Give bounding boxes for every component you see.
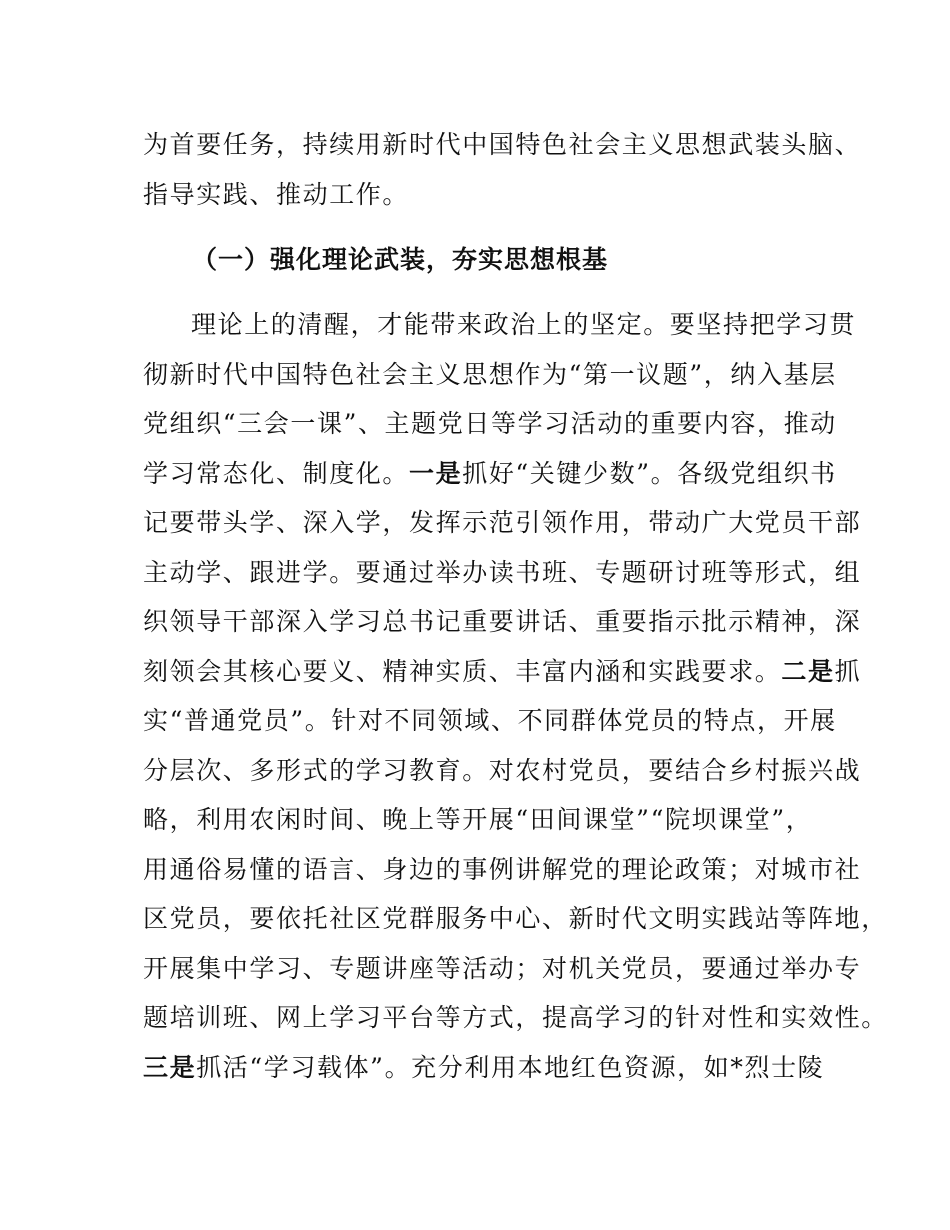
section-heading: （一）强化理论武装，夯实思想根基: [192, 245, 609, 274]
body-paragraph: [143, 300, 888, 1092]
text-run: 学习常态化、制度化。: [143, 458, 410, 488]
text-line: 题培训班、网上学习平台等方式，提高学习的针对性和实效性。: [143, 1003, 888, 1032]
text-line: [143, 1043, 833, 1093]
bold-marker: 三是: [143, 1052, 197, 1082]
text-line: 织领导干部深入学习总书记重要讲话、重要指示批示精神，深: [143, 607, 862, 636]
paragraph-continuation: [143, 120, 862, 219]
text-line: 党组织“三会一课”、主题党日等学习活动的重要内容，推动: [143, 409, 837, 438]
text-run: 抓: [834, 656, 862, 686]
text-line: 彻新时代中国特色社会主义思想作为“第一议题”，纳入基层: [143, 359, 837, 389]
text-line: 实“普通党员”。针对不同领域、不同群体党员的特点，开展: [143, 706, 837, 735]
text-line: 分层次、多形式的学习教育。对农村党员，要结合乡村振兴战: [143, 755, 862, 785]
text-run: 抓好“关键少数”。各级党组织书: [462, 458, 837, 488]
text-line: [143, 449, 837, 499]
text-run: 抓活“学习载体”。充分利用本地红色资源，如*烈士陵: [196, 1052, 825, 1082]
text-line: 用通俗易懂的语言、身边的事例讲解党的理论政策；对城市社: [143, 854, 862, 884]
text-line: 指导实践、推动工作。: [143, 179, 410, 209]
text-line: 略，利用农闲时间、晚上等开展“田间课堂”“院坝课堂”，: [143, 805, 813, 834]
text-line: [143, 647, 862, 697]
text-line: 区党员，要依托社区党群服务中心、新时代文明实践站等阵地，: [143, 904, 888, 933]
bold-marker: 一是: [409, 458, 463, 488]
text-run: 刻领会其核心要义、精神实质、丰富内涵和实践要求。: [143, 656, 782, 686]
text-line: 理论上的清醒，才能带来政治上的坚定。要坚持把学习贯: [191, 310, 857, 339]
text-line: 主动学、跟进学。要通过举办读书班、专题研讨班等形式，组: [143, 557, 862, 587]
text-line: 开展集中学习、专题讲座等活动；对机关党员，要通过举办专: [143, 953, 862, 983]
text-line: 为首要任务，持续用新时代中国特色社会主义思想武装头脑、: [143, 130, 862, 159]
bold-marker: 二是: [781, 656, 835, 686]
text-line: 记要带头学、深入学，发挥示范引领作用，带动广大党员干部: [143, 508, 862, 537]
